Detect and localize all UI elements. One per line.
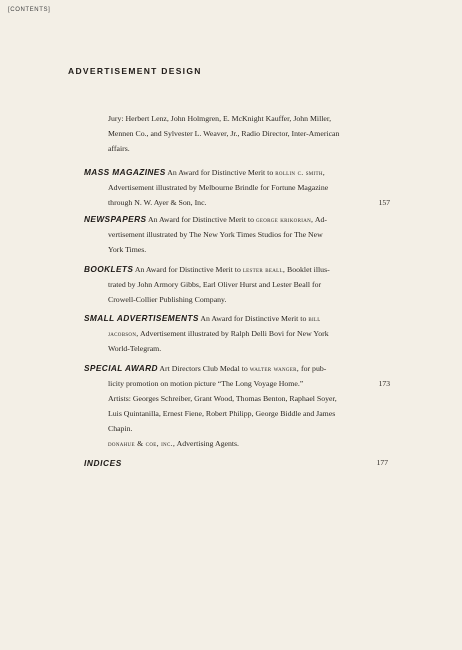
entry-line: vertisement illustrated by The New York Times Studios for The New xyxy=(108,230,323,239)
entry-body xyxy=(84,227,390,257)
entry-line: Crowell-Collier Publishing Company. xyxy=(108,295,227,304)
entry-line xyxy=(108,326,390,341)
entry-text: An Award for Distinctive Merit to xyxy=(134,265,241,274)
entry-line: Artists: Georges Schreiber, Grant Wood, Thomas Benton, Raphael Soyer, xyxy=(108,394,337,403)
entry-text: Booklet illus- xyxy=(287,265,330,274)
entry-text: Advertising Agents. xyxy=(176,439,239,448)
entry-heading: BOOKLETS xyxy=(84,264,134,274)
entry-booklets xyxy=(84,262,390,307)
jury-line: Jury: Herbert Lenz, John Holmgren, E. McKnight Kauffer, John Miller, xyxy=(108,114,332,123)
winner-name: bill xyxy=(308,314,321,323)
entry-line-with-page xyxy=(108,376,390,391)
agency-line xyxy=(108,436,390,451)
entry-heading: SPECIAL AWARD xyxy=(84,363,158,373)
entry-line: through N. W. Ayer & Son, Inc. xyxy=(108,198,207,207)
winner-name: george krikorian, xyxy=(255,215,314,224)
winner-name: rollin c. smith, xyxy=(275,168,326,177)
entry-mass-magazines xyxy=(84,165,390,210)
winner-name: jacobson, xyxy=(108,329,139,338)
entry-special-award xyxy=(84,361,390,451)
agency-name: donahue & coe, inc., xyxy=(108,439,176,448)
page-number[interactable]: 177 xyxy=(376,458,388,467)
entry-text: Art Directors Club Medal to xyxy=(159,364,248,373)
entry-line: Luis Quintanilla, Ernest Fiene, Robert Philipp, George Biddle and James xyxy=(108,409,336,418)
entry-text: An Award for Distinctive Merit to xyxy=(167,168,274,177)
entry-text: for pub- xyxy=(301,364,327,373)
winner-name: lester beall, xyxy=(242,265,286,274)
entry-newspapers xyxy=(84,212,390,257)
entry-text: An Award for Distinctive Merit to xyxy=(200,314,307,323)
entry-text: Ad- xyxy=(314,215,327,224)
winner-name: walter wanger, xyxy=(249,364,300,373)
section-title: ADVERTISEMENT DESIGN xyxy=(68,66,202,76)
entry-first-line xyxy=(84,212,390,227)
entry-text: An Award for Distinctive Merit to xyxy=(147,215,254,224)
jury-line: Mennen Co., and Sylvester L. Weaver, Jr., Radio Director, Inter-American xyxy=(108,129,340,138)
entry-body xyxy=(84,180,390,210)
entry-line-with-page xyxy=(108,195,390,210)
entry-line: trated by John Armory Gibbs, Earl Oliver Hurst and Lester Beall for xyxy=(108,280,322,289)
entry-line: Chapin. xyxy=(108,424,133,433)
jury-paragraph xyxy=(108,111,390,156)
entry-text: Advertisement illustrated by Ralph Delli Bovi for New York xyxy=(140,329,329,338)
entry-line: Advertisement illustrated by Melbourne Brindle for Fortune Magazine xyxy=(108,183,329,192)
entry-line: licity promotion on motion picture “The Long Voyage Home.” xyxy=(108,379,304,388)
entry-heading: SMALL ADVERTISEMENTS xyxy=(84,313,199,323)
jury-line: affairs. xyxy=(108,144,130,153)
entry-body xyxy=(84,326,390,356)
entry-first-line xyxy=(84,311,390,326)
page-number[interactable]: 157 xyxy=(378,198,390,207)
entry-first-line xyxy=(84,361,390,376)
contents-link[interactable]: [CONTENTS] xyxy=(8,7,51,13)
entry-line: York Times. xyxy=(108,245,147,254)
entry-heading: NEWSPAPERS xyxy=(84,214,147,224)
indices-heading[interactable]: INDICES xyxy=(84,458,122,468)
entry-body xyxy=(84,277,390,307)
entry-small-advertisements xyxy=(84,311,390,356)
entry-body xyxy=(84,376,390,451)
entry-line: World-Telegram. xyxy=(108,344,162,353)
entry-first-line xyxy=(84,165,390,180)
page-number[interactable]: 173 xyxy=(378,379,390,388)
entry-heading: MASS MAGAZINES xyxy=(84,167,166,177)
entry-first-line xyxy=(84,262,390,277)
